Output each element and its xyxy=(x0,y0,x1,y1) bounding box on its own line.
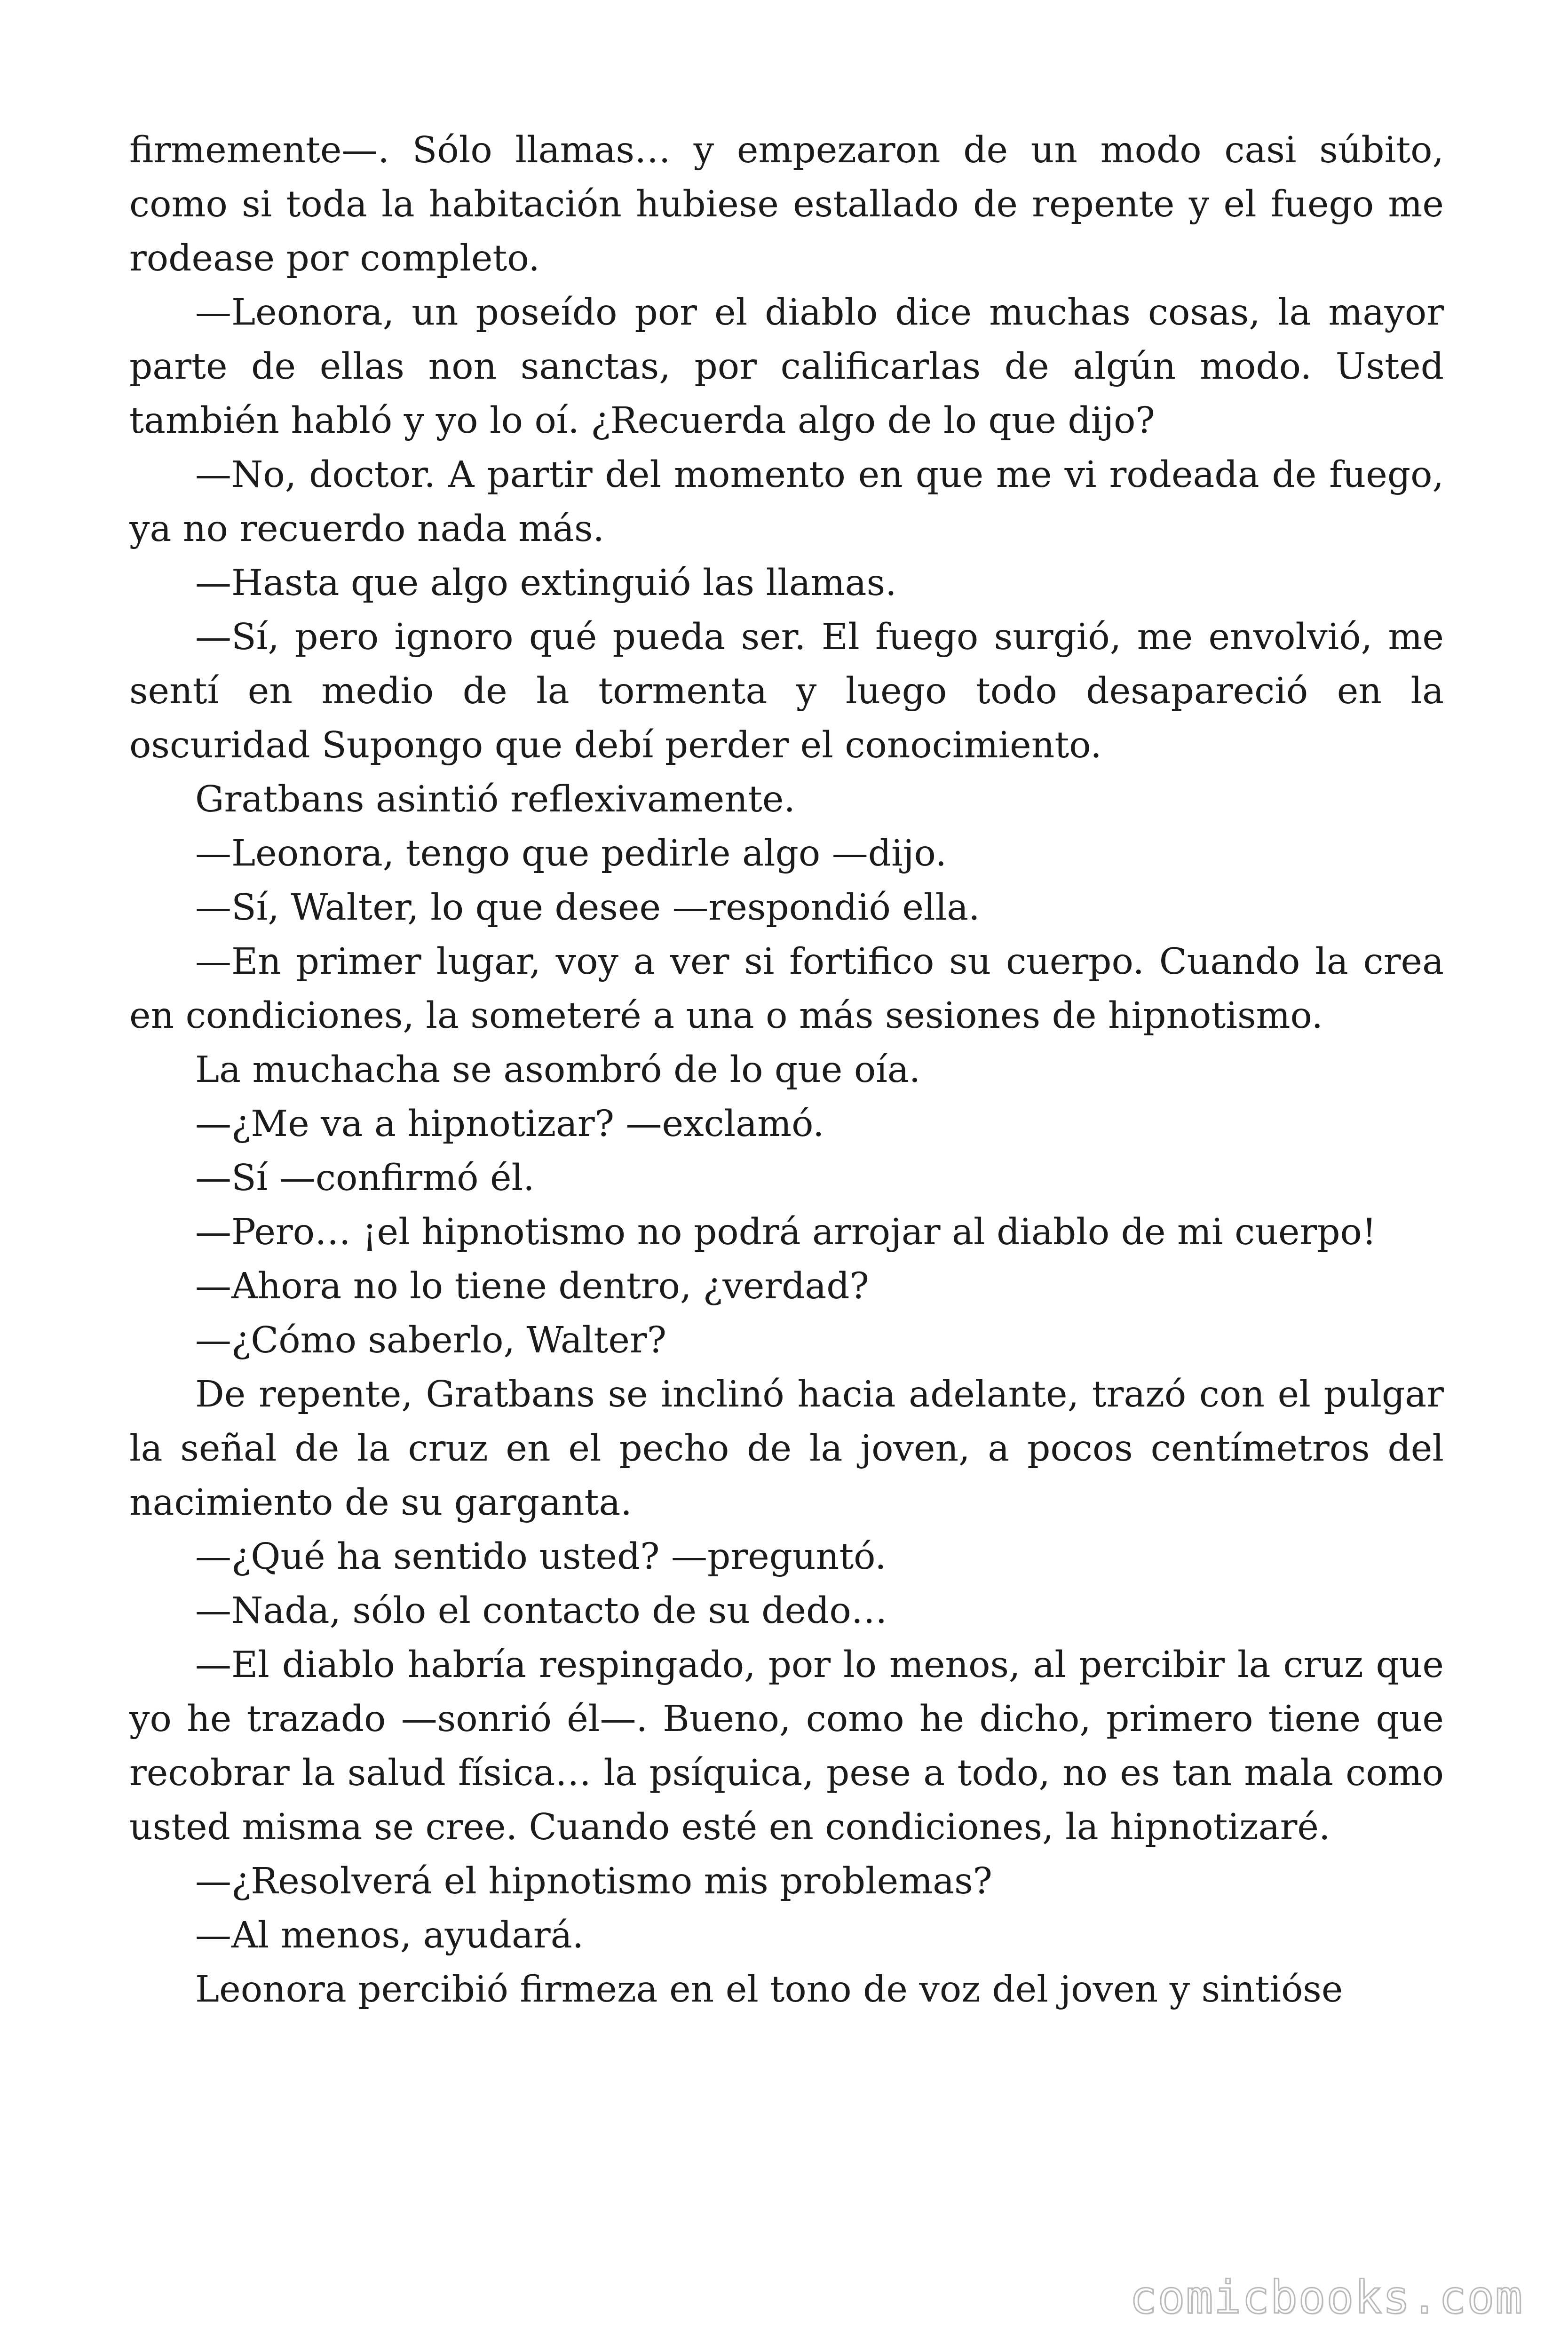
paragraph: —No, doctor. A partir del momento en que me vi rodeada de fuego, ya no recuerdo nada más. xyxy=(129,454,1444,550)
page-body xyxy=(129,123,1444,2017)
paragraph: —Hasta que algo extinguió las llamas. xyxy=(195,562,897,604)
paragraph: —Sí, Walter, lo que desee —respondió ella. xyxy=(195,887,980,929)
paragraph: —Leonora, tengo que pedirle algo —dijo. xyxy=(195,833,947,874)
watermark: comicbooks.com xyxy=(1129,2271,1523,2324)
paragraph: Gratbans asintió reflexivamente. xyxy=(195,779,795,820)
paragraph: —¿Qué ha sentido usted? —preguntó. xyxy=(195,1536,887,1578)
paragraph: Leonora percibió firmeza en el tono de voz del joven y sintióse xyxy=(195,1969,1343,2010)
paragraph: La muchacha se asombró de lo que oía. xyxy=(195,1049,921,1091)
paragraph: —¿Me va a hipnotizar? —exclamó. xyxy=(195,1103,824,1145)
paragraph: —Leonora, un poseído por el diablo dice muchas cosas, la mayor parte de ellas non sanctas, por calificarlas de algún modo. Usted también habló y yo lo oí. ¿Recuerda algo de lo que dijo? xyxy=(129,292,1444,442)
paragraph: —¿Cómo saberlo, Walter? xyxy=(195,1319,667,1361)
paragraph: firmemente—. Sólo llamas… y empezaron de un modo casi súbito, como si toda la habitación hubiese estallado de repente y el fuego me rodease por completo. xyxy=(129,129,1444,279)
paragraph: —Al menos, ayudará. xyxy=(195,1915,584,1956)
paragraph: —Sí, pero ignoro qué pueda ser. El fuego surgió, me envolvió, me sentí en medio de la tormenta y luego todo desapareció en la oscuridad Supongo que debí perder el conocimiento. xyxy=(129,616,1444,766)
paragraph: De repente, Gratbans se inclinó hacia adelante, trazó con el pulgar la señal de la cruz en el pecho de la joven, a pocos centímetros del nacimiento de su garganta. xyxy=(129,1374,1444,1524)
paragraph: —En primer lugar, voy a ver si fortifico su cuerpo. Cuando la crea en condiciones, la someteré a una o más sesiones de hipnotismo. xyxy=(129,941,1444,1037)
paragraph: —Nada, sólo el contacto de su dedo… xyxy=(195,1590,887,1632)
paragraph: —Pero… ¡el hipnotismo no podrá arrojar al diablo de mi cuerpo! xyxy=(195,1211,1377,1253)
paragraph: —¿Resolverá el hipnotismo mis problemas? xyxy=(195,1860,992,1902)
paragraph: —El diablo habría respingado, por lo menos, al percibir la cruz que yo he trazado —sonrió él—. Bueno, como he dicho, primero tiene que recobrar la salud física… la psíquica, pese a todo, no es tan mala como usted misma se cree. Cuando esté en condiciones, la hipnotizaré. xyxy=(129,1644,1444,1848)
paragraph: —Ahora no lo tiene dentro, ¿verdad? xyxy=(195,1265,869,1307)
paragraph: —Sí —confirmó él. xyxy=(195,1157,535,1199)
